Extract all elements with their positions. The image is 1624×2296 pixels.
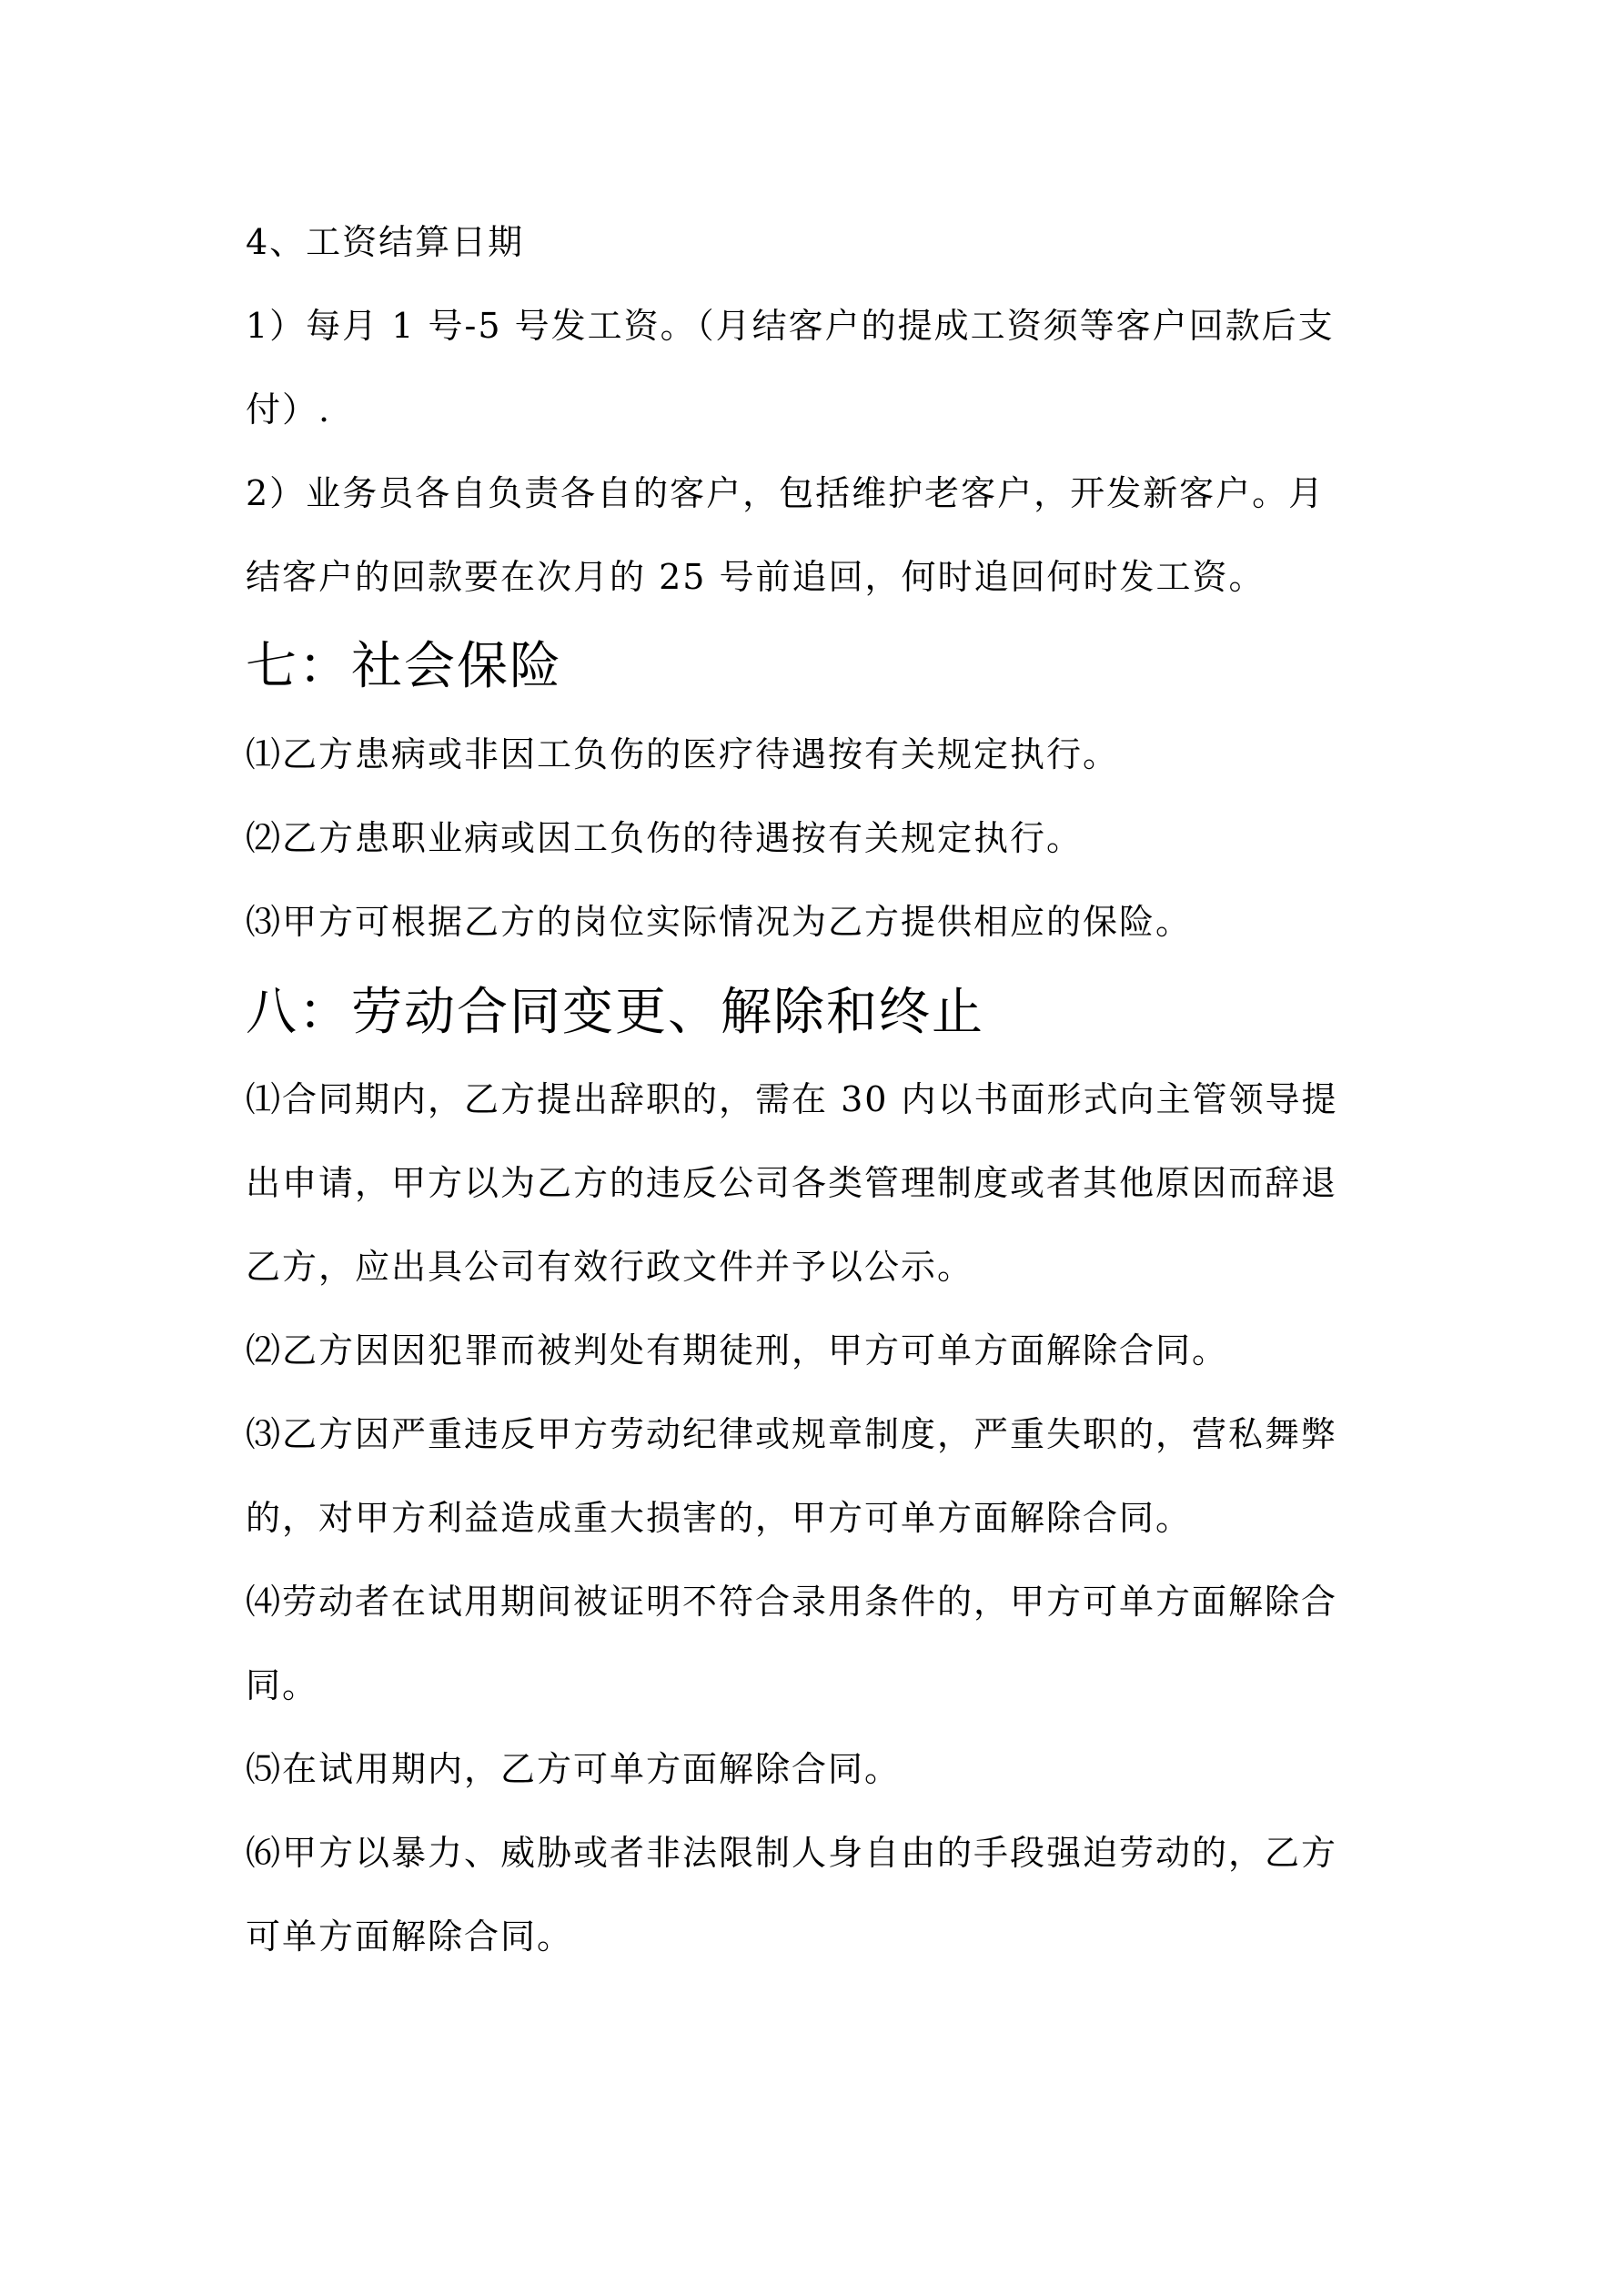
wage-item-2-line-1: 2）业务员各自负责各自的客户，包括维护老客户，开发新客户。月 (246, 473, 1326, 513)
section-7-heading: 七：社会保险 (246, 637, 562, 696)
section-8-clause-6-line-2: 可单方面解除合同。 (246, 1917, 574, 1957)
section-8-clause-4-line-1: ⑷劳动者在试用期间被证明不符合录用条件的，甲方可单方面解除合 (246, 1582, 1338, 1622)
section-8-clause-4-line-2: 同。 (246, 1665, 319, 1705)
section-8-clause-1-line-2: 出申请，甲方以为乙方的违反公司各类管理制度或者其他原因而辞退 (246, 1163, 1338, 1203)
section-8-clause-3-line-1: ⑶乙方因严重违反甲方劳动纪律或规章制度，严重失职的，营私舞弊 (246, 1414, 1338, 1454)
section-8-clause-1-line-1: ⑴合同期内，乙方提出辞职的，需在 30 内以书面形式向主管领导提 (246, 1079, 1338, 1119)
section-8-clause-2-line-1: ⑵乙方因因犯罪而被判处有期徒刑，甲方可单方面解除合同。 (246, 1330, 1229, 1371)
wage-item-1-line-1: 1）每月 1 号-5 号发工资。（月结客户的提成工资须等客户回款后支 (246, 306, 1335, 346)
section-8-clause-5-line-1: ⑸在试用期内，乙方可单方面解除合同。 (246, 1749, 902, 1789)
section-8-clause-3-line-2: 的，对甲方利益造成重大损害的，甲方可单方面解除合同。 (246, 1498, 1193, 1538)
wage-item-2-line-2: 结客户的回款要在次月的 25 号前追回，何时追回何时发工资。 (246, 557, 1266, 597)
wage-item-1-line-2: 付）. (246, 389, 332, 430)
section-8-heading: 八：劳动合同变更、解除和终止 (246, 983, 984, 1042)
section-7-clause-2: ⑵乙方患职业病或因工负伤的待遇按有关规定执行。 (246, 818, 1084, 858)
section-7-clause-3: ⑶甲方可根据乙方的岗位实际情况为乙方提供相应的保险。 (246, 902, 1193, 942)
subheading-wage-settlement: 4、工资结算日期 (246, 222, 525, 262)
section-8-clause-6-line-1: ⑹甲方以暴力、威胁或者非法限制人身自由的手段强迫劳动的，乙方 (246, 1833, 1338, 1873)
section-7-clause-1: ⑴乙方患病或非因工负伤的医疗待遇按有关规定执行。 (246, 734, 1120, 774)
section-8-clause-1-line-3: 乙方，应出具公司有效行政文件并予以公示。 (246, 1247, 974, 1287)
